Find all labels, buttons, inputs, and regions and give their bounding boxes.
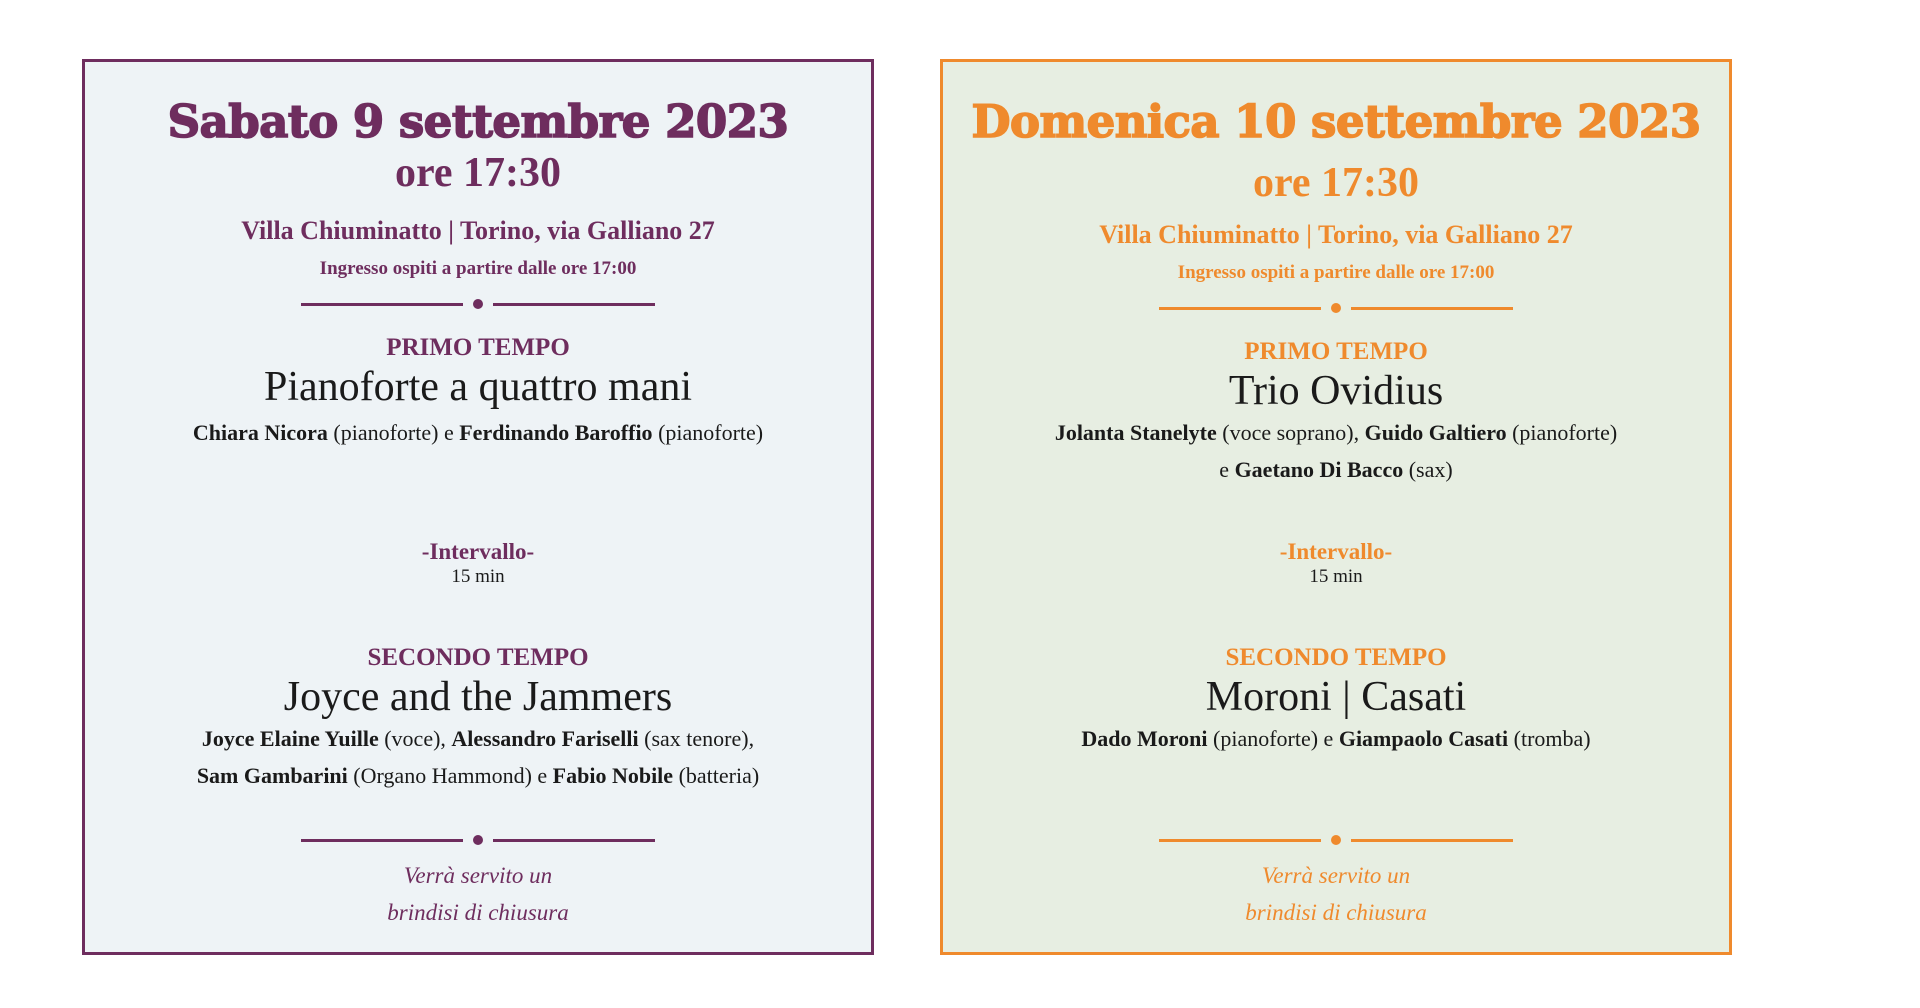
sunday-interval-duration: 15 min [1309, 566, 1363, 587]
performer-name: Alessandro Fariselli [451, 726, 639, 751]
sunday-second-set [943, 644, 1729, 757]
sunday-second-title: Moroni | Casati [1205, 674, 1467, 720]
performer-name: Fabio Nobile [552, 763, 674, 788]
performers-line [85, 757, 871, 794]
saturday-program-card [82, 59, 874, 955]
sunday-entry-note: Ingresso ospiti a partire dalle ore 17:00 [1177, 262, 1495, 283]
performer-name: Ferdinando Baroffio [459, 420, 653, 445]
performer-role: (pianoforte) e [327, 420, 460, 445]
sunday-second-performers [943, 720, 1729, 757]
sunday-first-title: Trio Ovidius [1228, 368, 1444, 414]
performer-name: Dado Moroni [1081, 726, 1208, 751]
saturday-first-performers [85, 414, 871, 451]
saturday-time: ore 17:30 [394, 150, 561, 196]
sunday-closing-note [943, 857, 1729, 931]
saturday-entry-note: Ingresso ospiti a partire dalle ore 17:00 [319, 258, 637, 279]
saturday-bottom-divider-wrap [85, 834, 871, 846]
performers-line [85, 720, 871, 757]
performer-role: (batteria) [673, 763, 760, 788]
closing-line: Verrà servito un [403, 863, 553, 888]
performer-role: (sax) [1403, 457, 1453, 482]
sunday-first-label: PRIMO TEMPO [1244, 338, 1428, 365]
saturday-interval-label: -Intervallo- [421, 539, 535, 564]
performers-line [943, 414, 1729, 451]
saturday-second-label: SECONDO TEMPO [367, 644, 589, 671]
sunday-bottom-divider [943, 834, 1729, 846]
performer-name: Guido Galtiero [1364, 420, 1507, 445]
sunday-bottom-divider-wrap [943, 834, 1729, 846]
performer-role: (voce soprano), [1216, 420, 1365, 445]
sunday-second-label: SECONDO TEMPO [1225, 644, 1447, 671]
sunday-venue: Villa Chiuminatto | Torino, via Galliano 27 [1099, 220, 1573, 249]
sunday-top-divider [943, 302, 1729, 314]
saturday-second-title: Joyce and the Jammers [283, 674, 673, 720]
saturday-second-set [85, 644, 871, 794]
divider-dot-icon [473, 835, 483, 845]
saturday-venue: Villa Chiuminatto | Torino, via Galliano 27 [241, 216, 715, 245]
performer-name: Jolanta Stanelyte [1054, 420, 1217, 445]
saturday-first-title: Pianoforte a quattro mani [263, 364, 693, 410]
saturday-bottom-divider [85, 834, 871, 846]
sunday-interval-label: -Intervallo- [1279, 539, 1393, 564]
saturday-closing-note [85, 857, 871, 931]
performer-role: (pianoforte) [652, 420, 764, 445]
closing-line: Verrà servito un [1261, 863, 1411, 888]
sunday-first-performers [943, 414, 1729, 488]
saturday-interval-duration: 15 min [451, 566, 505, 587]
closing-line: brindisi di chiusura [387, 900, 569, 925]
performer-role: (Organo Hammond) e [347, 763, 553, 788]
saturday-day-title: Sabato 9 settembre 2023 [167, 95, 789, 148]
performer-role: (pianoforte) e [1207, 726, 1339, 751]
saturday-interval [85, 539, 871, 589]
performer-role: (tromba) [1508, 726, 1591, 751]
performer-role: (sax tenore), [638, 726, 755, 751]
divider-dot-icon [1331, 303, 1341, 313]
performer-name: Chiara Nicora [192, 420, 328, 445]
sunday-program-card [940, 59, 1732, 955]
performer-name: Gaetano Di Bacco [1234, 457, 1404, 482]
performer-name: Joyce Elaine Yuille [201, 726, 379, 751]
saturday-first-label: PRIMO TEMPO [386, 334, 570, 361]
sunday-time: ore 17:30 [1252, 160, 1419, 206]
performer-name: Sam Gambarini [196, 763, 348, 788]
divider-dot-icon [473, 299, 483, 309]
saturday-second-performers [85, 720, 871, 794]
sunday-interval [943, 539, 1729, 589]
performer-role: (voce), [378, 726, 452, 751]
divider-dot-icon [1331, 835, 1341, 845]
performer-connector: e [1219, 457, 1235, 482]
performer-role: (pianoforte) [1506, 420, 1618, 445]
sunday-day-title: Domenica 10 settembre 2023 [971, 95, 1701, 148]
saturday-top-divider [85, 298, 871, 310]
performer-name: Giampaolo Casati [1338, 726, 1509, 751]
closing-line: brindisi di chiusura [1245, 900, 1427, 925]
performers-line [943, 451, 1729, 488]
